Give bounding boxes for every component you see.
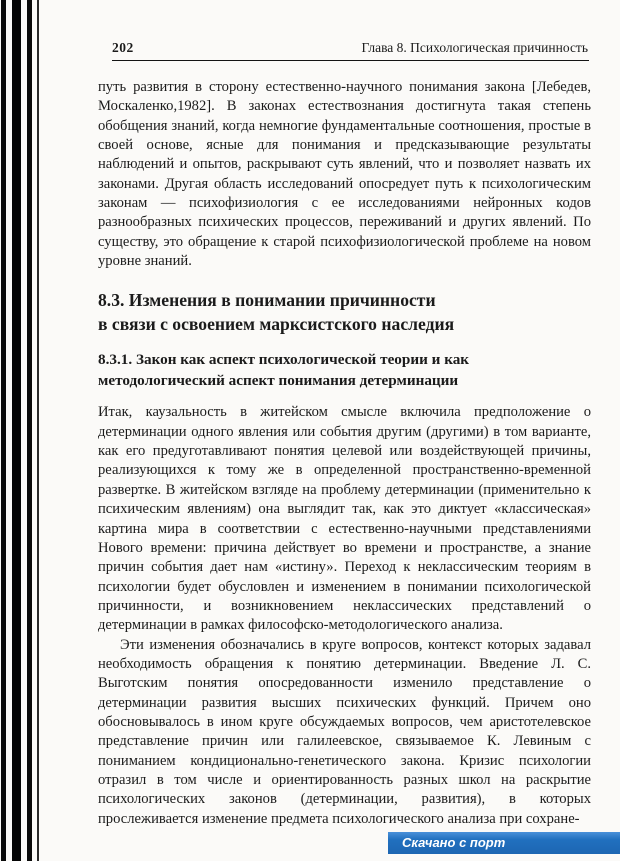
- binding-stripe: [1, 0, 6, 861]
- running-header: Глава 8. Психологическая причинность: [361, 40, 588, 55]
- paragraph-continuation: путь развития в сторону естественно-научного понимания закона [Лебедев, Москаленко,1982]. В законах естествознания достигнута такая степень обобщения знаний, когда немногие фундаментальные соотношения, простые в своей основе, ясные для понимания и предсказывающие результаты наблюдений и опытов, раскрывают суть явлений, что и позволяет назвать их законами. Другая область исследований опосредует путь к психологическим законам — психофизиология с ее исследованиями нейронных кодов разнообразных психических процессов, переживаний и других явлений. По существу, это обращение к старой психофизиологической проблеме на новом уровне знаний.: [98, 79, 591, 270]
- paragraph: Итак, каузальность в житейском смысле включила предположение о детерминации одного явления или события другим (другими) в том варианте, как его предуготавливают понятия целевой или воздействующей причины, реализующихся к тому же в определенной пространственно-временной развертке. В житейском взгляде на проблему детерминации (применительно к психическим явлениям) она выглядит так, как это диктует «классическая» картина мира в соответствии с естественно-научными представлениями Нового времени: причина действует во времени и пространстве, а знание причин события дает нам «истину». Переход к неклассическим теориям в психологии будет обусловлен и изменением в понимании психологической причинности, и возникновением неклассических представлений о детерминации в рамках философско-методологического анализа.: [98, 404, 591, 634]
- download-watermark-banner: Скачано с порт: [388, 832, 620, 854]
- page-header: [112, 40, 588, 56]
- subsection-heading: 8.3.1. Закон как аспект психологической теории и как методологический аспект понимания детерминации: [98, 351, 470, 389]
- section-heading: [98, 288, 591, 336]
- paragraph: Эти изменения обозначались в круге вопросов, контекст которых задавал необходимость обращения к понятию детерминации. Введение Л. С. Выготским понятия опосредованности изменило представление о детерминации развития высших психических функций. Причем оно обосновывалось в ином круге обсуждаемых вопросов, чем аристотелевское представление причин или галилеевское, связываемое К. Левиным с пониманием кондиционально-генетического закона. Кризис психологии отразил в том числе и ориентированность разных школ на раскрытие психологических законов (детерминации, развития), в которых прослеживается изменение предмета психологического анализа при сохране-: [98, 636, 591, 827]
- binding-stripe: [27, 0, 32, 861]
- page-number: 202: [112, 40, 134, 55]
- binding-stripe: [37, 0, 39, 861]
- section-heading-line1: 8.3. Изменения в понимании причинности: [98, 290, 436, 311]
- page-body: [98, 78, 591, 829]
- header-rule: [112, 60, 589, 61]
- section-heading-line2: в связи с освоением марксистского наследия: [98, 314, 455, 335]
- binding-stripe: [12, 0, 21, 861]
